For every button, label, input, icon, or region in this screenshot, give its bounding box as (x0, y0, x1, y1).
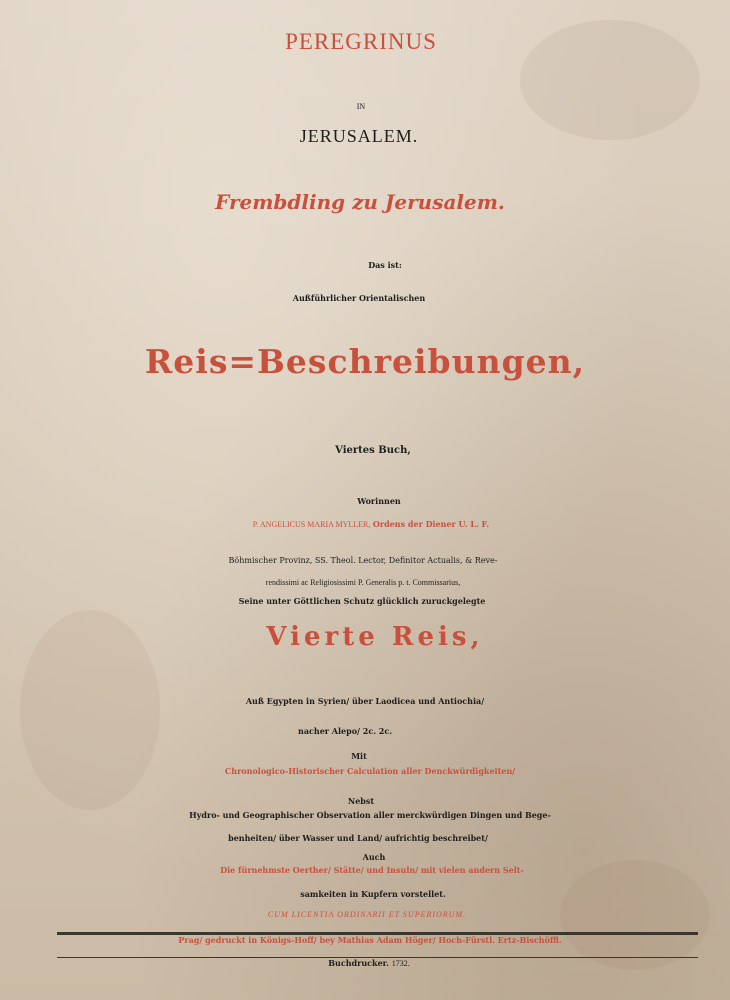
viertes-buch: Viertes Buch, (335, 445, 411, 456)
author-line (6, 520, 730, 529)
worinnen: Worinnen (357, 496, 401, 506)
seine-line: Seine unter Göttlichen Schutz glücklich zuruckgelegte (238, 596, 486, 606)
title-peregrinus: PEREGRINUS (285, 29, 437, 54)
title-german: Frembdling zu Jerusalem. (215, 190, 505, 214)
begebenheiten-line: benheiten/ über Wasser und Land/ aufrichtig beschreibet/ (228, 833, 488, 843)
route-line-2: nacher Alepo/ 2c. 2c. (298, 726, 392, 736)
author-titles-2: rendissimi ac Religiosissimi P. Generalis p. t. Commissarius, (265, 578, 461, 587)
imprint-date-line (4, 959, 730, 968)
licentia-line: CUM LICENTIA ORDINARII ET SUPERIORUM. (267, 910, 467, 919)
imprint-year: 1732. (391, 959, 410, 968)
hydro-line: Hydro- und Geographischer Observation aller merckwürdigen Dingen und Bege- (189, 810, 551, 820)
imprint-line: Prag/ gedruckt in Königs-Hoff/ bey Mathias Adam Höger/ Hoch-Fürstl. Ertz-Bischöffl. (178, 935, 562, 945)
route-line-1: Auß Egypten in Syrien/ über Laodicea und Antiochia/ (245, 696, 485, 706)
mit: Mit (351, 751, 367, 761)
title-jerusalem: JERUSALEM. (299, 126, 419, 146)
title-in: IN (356, 102, 366, 111)
subtitle-orientalischen: Außführlicher Orientalischen (292, 293, 426, 303)
nebst: Nebst (347, 796, 375, 806)
auch: Auch (362, 852, 386, 862)
vierte-reis: Vierte Reis, (266, 622, 484, 652)
author-titles-1: Böhmischer Provinz, SS. Theol. Lector, Definitor Actualis, & Reve- (228, 556, 498, 565)
subtitle-reis-beschreibungen: Reis=Beschreibungen, (144, 342, 586, 381)
author-name: P. ANGELICUS MARIA MYLLER, (252, 520, 371, 529)
chronologico-line: Chronologico-Historischer Calculation aller Denckwürdigkeiten/ (224, 766, 516, 776)
author-order: Ordens der Diener U. L. F. (372, 519, 490, 529)
seltsamkeiten-line: samkeiten in Kupfern vorstellet. (300, 889, 446, 899)
imprint-printer: Buchdrucker. (328, 958, 389, 968)
oerther-line: Die fürnehmste Oerther/ Stätte/ und Insuln/ mit vielen andern Selt- (220, 865, 524, 875)
das-ist: Das ist: (368, 260, 402, 270)
